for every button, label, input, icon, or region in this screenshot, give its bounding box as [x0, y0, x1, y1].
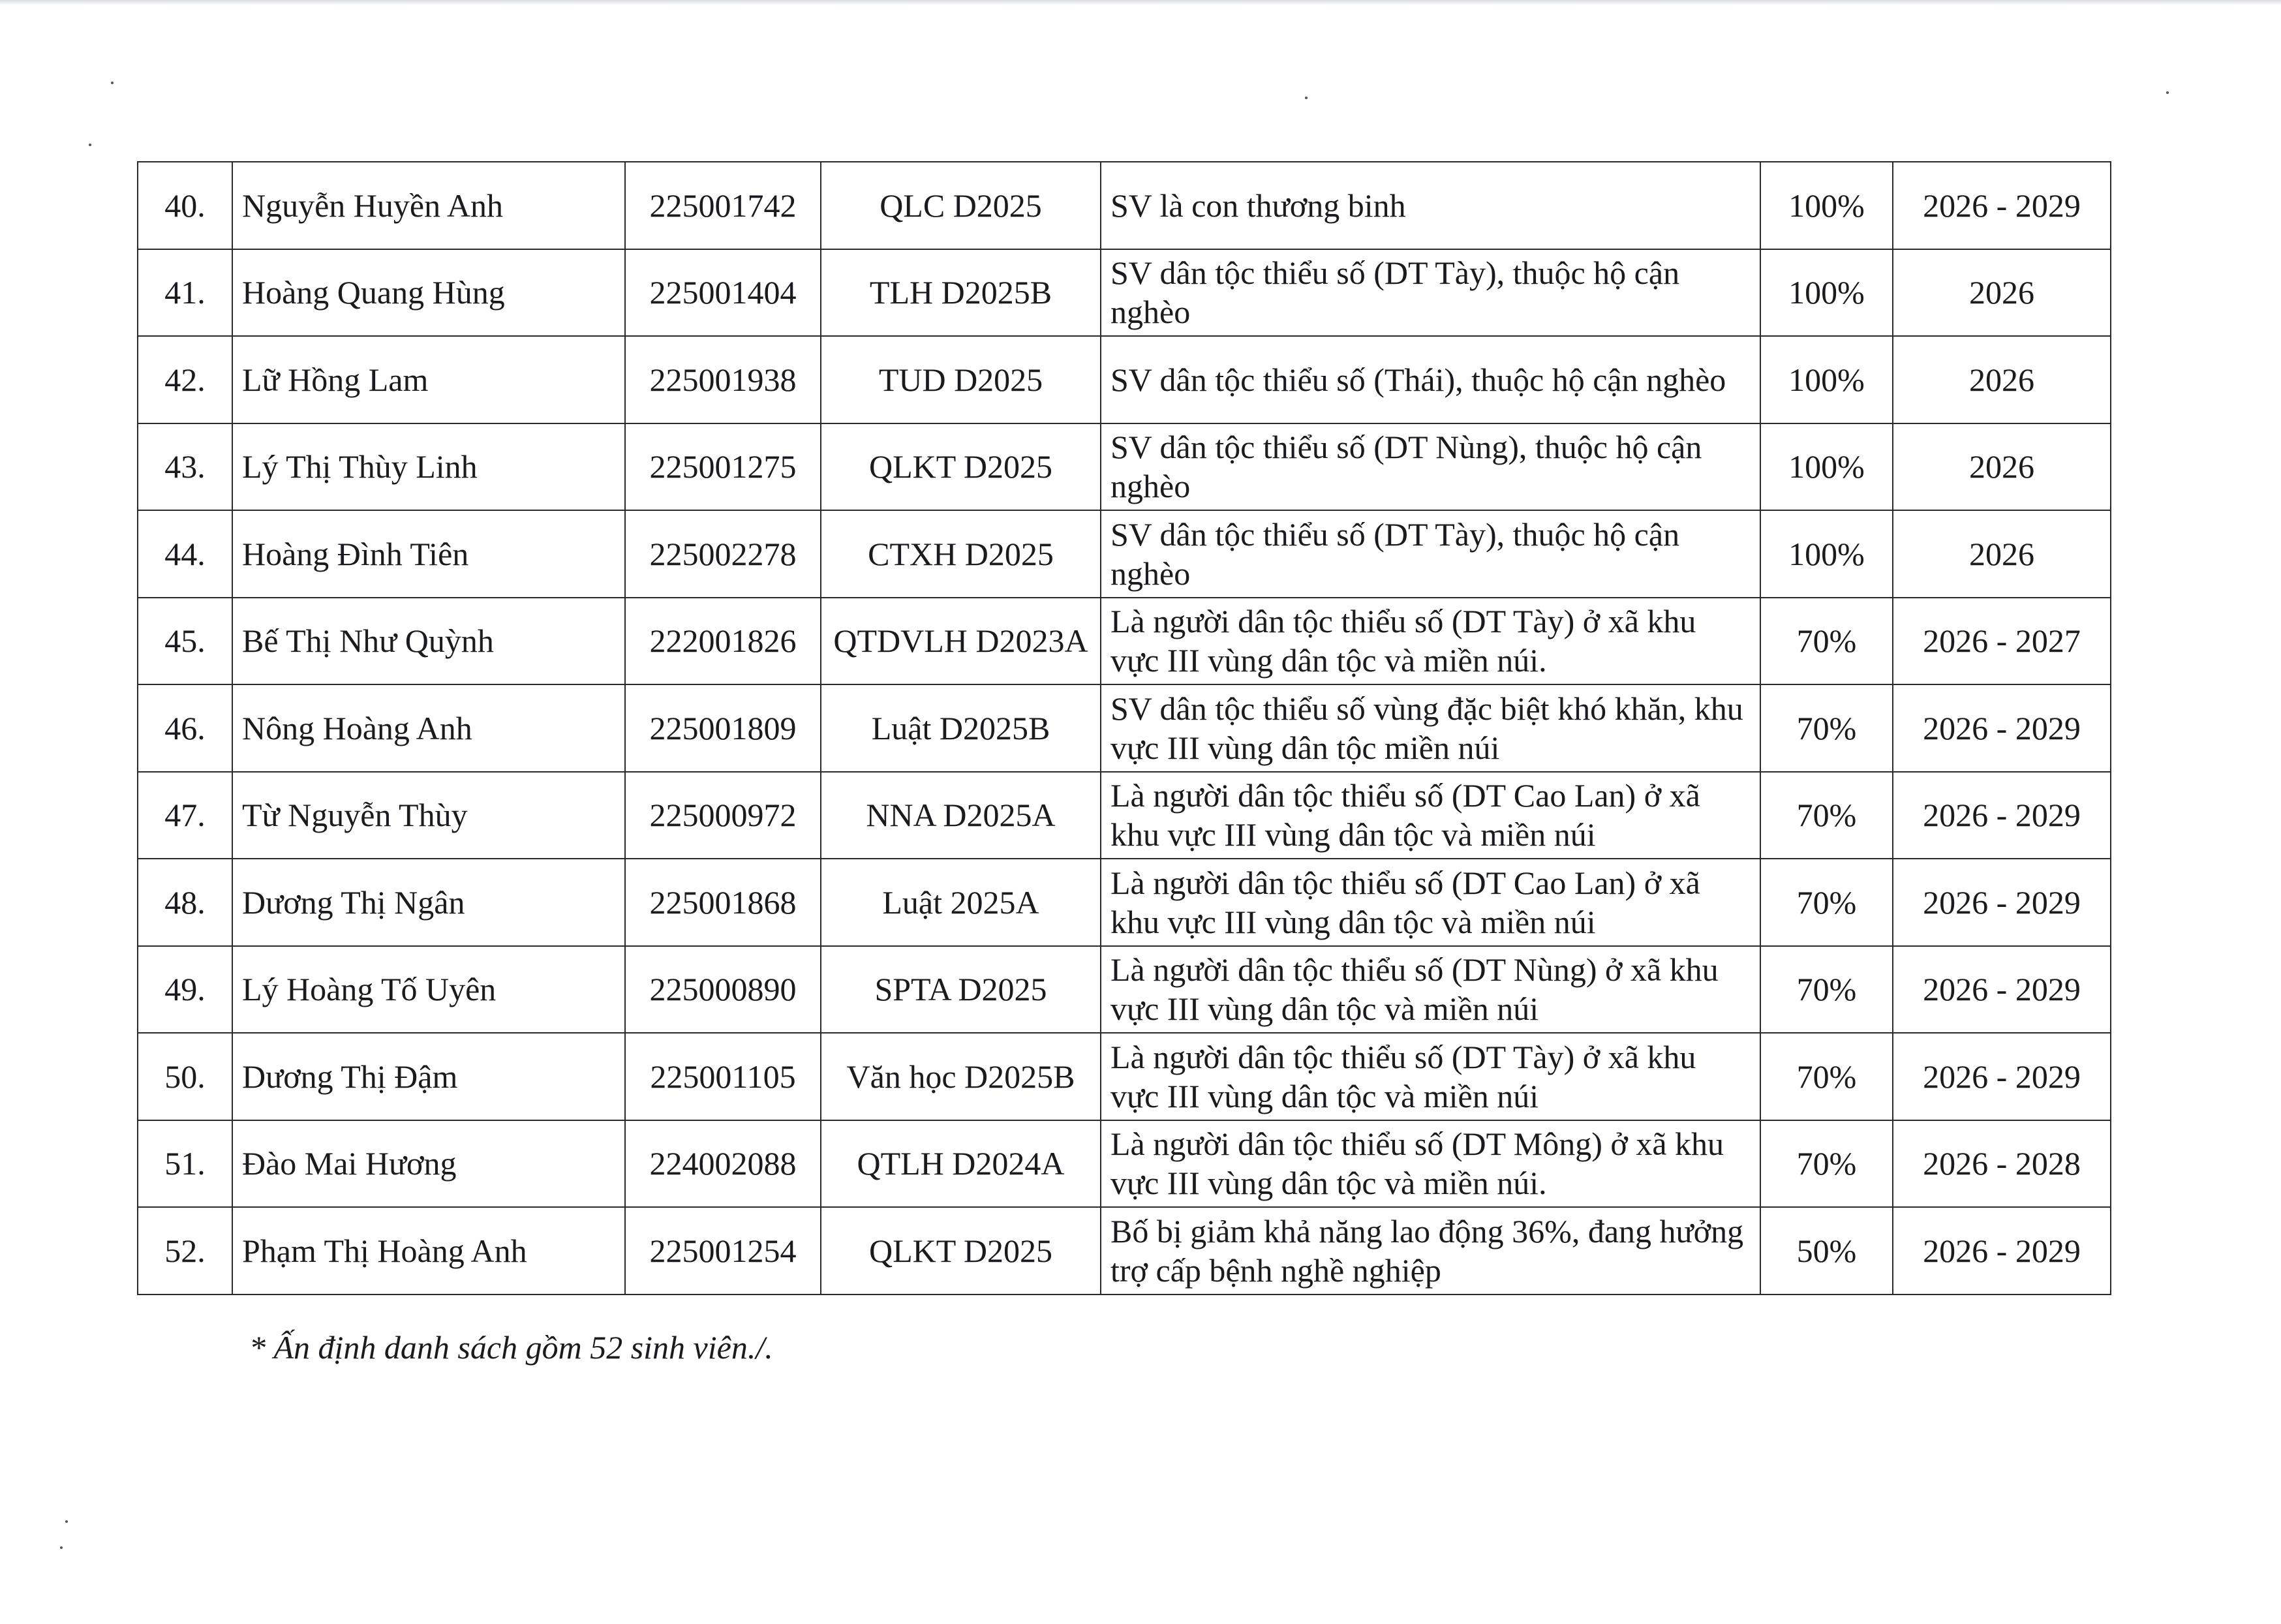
row-number: 44.	[138, 510, 232, 598]
support-rate: 100%	[1760, 336, 1893, 423]
table-row	[138, 772, 2111, 859]
support-rate: 70%	[1760, 1120, 1893, 1208]
student-name: Đào Mai Hương	[232, 1120, 625, 1208]
scan-speck	[2166, 91, 2169, 94]
row-number: 43.	[138, 423, 232, 511]
class-code: CTXH D2025	[821, 510, 1101, 598]
support-years: 2026 - 2029	[1893, 684, 2111, 772]
support-reason: SV dân tộc thiểu số (DT Tày), thuộc hộ cận nghèo	[1101, 249, 1760, 337]
support-years: 2026 - 2029	[1893, 162, 2111, 249]
support-reason: Là người dân tộc thiểu số (DT Tày) ở xã khu vực III vùng dân tộc và miền núi.	[1101, 598, 1760, 685]
scan-speck	[89, 144, 91, 146]
student-name: Lý Thị Thùy Linh	[232, 423, 625, 511]
student-id: 225001254	[625, 1207, 821, 1295]
student-id: 225001404	[625, 249, 821, 337]
support-reason: SV dân tộc thiểu số (DT Tày), thuộc hộ cận nghèo	[1101, 510, 1760, 598]
row-number: 52.	[138, 1207, 232, 1295]
student-table	[137, 161, 2111, 1295]
support-reason: Bố bị giảm khả năng lao động 36%, đang hưởng trợ cấp bệnh nghề nghiệp	[1101, 1207, 1760, 1295]
table-row	[138, 598, 2111, 685]
row-number: 47.	[138, 772, 232, 859]
support-years: 2026 - 2029	[1893, 859, 2111, 946]
table-row	[138, 249, 2111, 337]
support-reason: SV dân tộc thiểu số (DT Nùng), thuộc hộ cận nghèo	[1101, 423, 1760, 511]
support-reason: SV là con thương binh	[1101, 162, 1760, 249]
support-rate: 100%	[1760, 423, 1893, 511]
class-code: QLKT D2025	[821, 423, 1101, 511]
scan-speck	[65, 1520, 68, 1523]
student-name: Dương Thị Ngân	[232, 859, 625, 946]
support-rate: 70%	[1760, 859, 1893, 946]
student-name: Từ Nguyễn Thùy	[232, 772, 625, 859]
student-name: Bế Thị Như Quỳnh	[232, 598, 625, 685]
support-rate: 70%	[1760, 684, 1893, 772]
class-code: SPTA D2025	[821, 946, 1101, 1034]
row-number: 41.	[138, 249, 232, 337]
class-code: TUD D2025	[821, 336, 1101, 423]
table-body	[138, 162, 2111, 1295]
student-id: 225001938	[625, 336, 821, 423]
table-row	[138, 946, 2111, 1034]
support-reason: Là người dân tộc thiểu số (DT Mông) ở xã khu vực III vùng dân tộc và miền núi.	[1101, 1120, 1760, 1208]
student-name: Hoàng Quang Hùng	[232, 249, 625, 337]
support-years: 2026 - 2029	[1893, 946, 2111, 1034]
table-row	[138, 859, 2111, 946]
row-number: 42.	[138, 336, 232, 423]
row-number: 48.	[138, 859, 232, 946]
class-code: TLH D2025B	[821, 249, 1101, 337]
scan-speck	[1305, 97, 1308, 99]
student-name: Dương Thị Đậm	[232, 1033, 625, 1120]
support-rate: 100%	[1760, 249, 1893, 337]
table-row	[138, 1120, 2111, 1208]
support-rate: 100%	[1760, 162, 1893, 249]
class-code: Luật 2025A	[821, 859, 1101, 946]
student-name: Phạm Thị Hoàng Anh	[232, 1207, 625, 1295]
support-reason: Là người dân tộc thiểu số (DT Nùng) ở xã khu vực III vùng dân tộc và miền núi	[1101, 946, 1760, 1034]
class-code: QLC D2025	[821, 162, 1101, 249]
class-code: NNA D2025A	[821, 772, 1101, 859]
student-id: 222001826	[625, 598, 821, 685]
class-code: QTLH D2024A	[821, 1120, 1101, 1208]
student-id: 224002088	[625, 1120, 821, 1208]
support-years: 2026 - 2029	[1893, 1207, 2111, 1295]
table-row	[138, 1207, 2111, 1295]
support-years: 2026	[1893, 510, 2111, 598]
table-row	[138, 1033, 2111, 1120]
row-number: 51.	[138, 1120, 232, 1208]
student-id: 225001868	[625, 859, 821, 946]
student-id: 225001275	[625, 423, 821, 511]
table-row	[138, 162, 2111, 249]
scan-speck	[60, 1546, 63, 1549]
support-reason: SV dân tộc thiểu số (Thái), thuộc hộ cận nghèo	[1101, 336, 1760, 423]
support-years: 2026	[1893, 336, 2111, 423]
table-row	[138, 336, 2111, 423]
table-row	[138, 510, 2111, 598]
class-code: QLKT D2025	[821, 1207, 1101, 1295]
student-id: 225001742	[625, 162, 821, 249]
class-code: QTDVLH D2023A	[821, 598, 1101, 685]
student-name: Lý Hoàng Tố Uyên	[232, 946, 625, 1034]
support-reason: Là người dân tộc thiểu số (DT Cao Lan) ở xã khu vực III vùng dân tộc và miền núi	[1101, 772, 1760, 859]
student-id: 225000890	[625, 946, 821, 1034]
support-reason: Là người dân tộc thiểu số (DT Cao Lan) ở xã khu vực III vùng dân tộc và miền núi	[1101, 859, 1760, 946]
support-reason: SV dân tộc thiểu số vùng đặc biệt khó khăn, khu vực III vùng dân tộc miền núi	[1101, 684, 1760, 772]
row-number: 49.	[138, 946, 232, 1034]
student-name: Nguyễn Huyền Anh	[232, 162, 625, 249]
class-code: Văn học D2025B	[821, 1033, 1101, 1120]
support-rate: 50%	[1760, 1207, 1893, 1295]
scan-speck	[111, 82, 114, 84]
support-years: 2026 - 2028	[1893, 1120, 2111, 1208]
support-years: 2026 - 2029	[1893, 772, 2111, 859]
student-id: 225000972	[625, 772, 821, 859]
support-years: 2026	[1893, 423, 2111, 511]
table-row	[138, 423, 2111, 511]
support-reason: Là người dân tộc thiểu số (DT Tày) ở xã khu vực III vùng dân tộc và miền núi	[1101, 1033, 1760, 1120]
support-rate: 70%	[1760, 598, 1893, 685]
footnote: * Ấn định danh sách gồm 52 sinh viên./.	[249, 1329, 773, 1366]
row-number: 45.	[138, 598, 232, 685]
support-rate: 70%	[1760, 1033, 1893, 1120]
support-years: 2026 - 2027	[1893, 598, 2111, 685]
student-name: Lữ Hồng Lam	[232, 336, 625, 423]
support-rate: 100%	[1760, 510, 1893, 598]
student-name: Hoàng Đình Tiên	[232, 510, 625, 598]
row-number: 50.	[138, 1033, 232, 1120]
student-id: 225001105	[625, 1033, 821, 1120]
table-row	[138, 684, 2111, 772]
student-id: 225001809	[625, 684, 821, 772]
student-id: 225002278	[625, 510, 821, 598]
support-rate: 70%	[1760, 946, 1893, 1034]
class-code: Luật D2025B	[821, 684, 1101, 772]
row-number: 40.	[138, 162, 232, 249]
support-rate: 70%	[1760, 772, 1893, 859]
row-number: 46.	[138, 684, 232, 772]
support-years: 2026	[1893, 249, 2111, 337]
support-years: 2026 - 2029	[1893, 1033, 2111, 1120]
student-name: Nông Hoàng Anh	[232, 684, 625, 772]
